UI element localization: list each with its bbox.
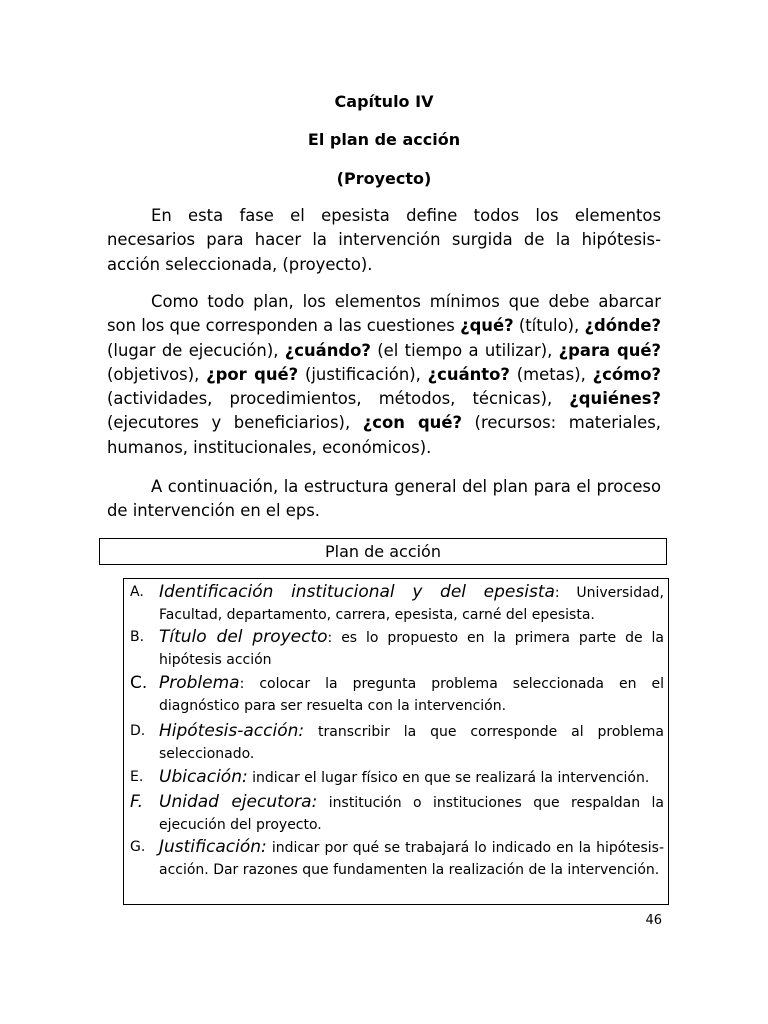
item-term: Título del proyecto (159, 627, 328, 647)
item-term: Problema (159, 673, 240, 693)
para-seg: (título), (513, 316, 585, 336)
question-como: ¿cómo? (592, 364, 662, 384)
question-para-que: ¿para qué? (558, 340, 661, 360)
item-text: indicar por qué se trabajará lo indicado en la hipótesis-acción. Dar razones que fundamenten la realización de la intervención. (159, 840, 664, 878)
para-seg: (justificación), (298, 364, 428, 384)
para-seg: Como todo plan, los elementos mínimos que debe abarcar son los que corresponden a las cuestiones (107, 292, 661, 336)
para-seg: (lugar de ejecución), (107, 340, 285, 360)
plan-item (130, 791, 664, 836)
item-letter: C. (130, 673, 148, 693)
item-letter: G. (130, 839, 146, 855)
item-letter: F. (130, 792, 143, 812)
item-term: Ubicación: (159, 767, 248, 787)
para-seg: (ejecutores y beneficiarios), (107, 413, 363, 433)
item-sep (304, 724, 318, 740)
item-term: Hipótesis-acción: (159, 721, 305, 741)
item-text: Universidad, Facultad, departamento, carrera, epesista, carné del epesista. (159, 585, 664, 623)
item-letter: D. (130, 723, 146, 739)
item-letter: B. (130, 629, 145, 645)
item-text: colocar la pregunta problema seleccionada en el diagnóstico para ser resuelta con la intervención. (159, 676, 665, 714)
page-subtitle: (Proyecto) (336, 169, 432, 188)
para-seg: (actividades, procedimientos, métodos, técnicas), (107, 389, 570, 409)
item-text: indicar el lugar físico en que se realizará la intervención. (252, 770, 650, 786)
item-sep: : (327, 630, 342, 646)
item-text: es lo propuesto en la primera parte de la hipótesis acción (159, 630, 664, 668)
item-sep: : (239, 676, 260, 692)
plan-item (130, 720, 664, 765)
question-cuanto: ¿cuánto? (427, 364, 510, 384)
item-sep (317, 795, 328, 811)
page-number: 46 (645, 913, 662, 928)
plan-item (130, 836, 664, 881)
item-sep: : (554, 585, 577, 601)
plan-item (130, 766, 664, 789)
item-text: transcribir la que corresponde al problema seleccionado. (159, 724, 664, 762)
question-quienes: ¿quiénes? (569, 389, 661, 409)
question-con-que: ¿con qué? (362, 413, 462, 433)
item-letter: A. (130, 584, 144, 600)
question-que: ¿qué? (460, 316, 514, 336)
para-seg: (metas), (509, 364, 593, 384)
intro-paragraph: En esta fase el epesista define todos los elementos necesarios para hacer la intervención surgida de la hipótesis-acción seleccionada, (proyecto). (107, 206, 661, 274)
item-term: Justificación: (159, 837, 267, 857)
para-seg: (objetivos), (107, 364, 207, 384)
item-text: institución o instituciones que respaldan la ejecución del proyecto. (159, 795, 665, 833)
plan-item (130, 672, 664, 717)
chapter-heading: Capítulo IV (334, 92, 434, 111)
para-seg: (el tiempo a utilizar), (370, 340, 559, 360)
item-term: Unidad ejecutora: (159, 792, 318, 812)
question-cuando: ¿cuándo? (284, 340, 371, 360)
question-donde: ¿dónde? (584, 316, 661, 336)
item-term: Identificación institucional y del epesista (159, 582, 555, 602)
para-seg: (recursos: materiales, humanos, institucionales, económicos). (107, 413, 661, 457)
item-letter: E. (130, 769, 144, 785)
plan-items-box (123, 578, 669, 905)
structure-paragraph: A continuación, la estructura general del plan para el proceso de intervención en el eps. (107, 477, 661, 521)
elements-paragraph (107, 290, 661, 460)
plan-item (130, 581, 664, 626)
page-title: El plan de acción (307, 130, 461, 149)
plan-item (130, 626, 664, 671)
plan-title-box: Plan de acción (99, 538, 667, 565)
question-por-que: ¿por qué? (206, 364, 299, 384)
